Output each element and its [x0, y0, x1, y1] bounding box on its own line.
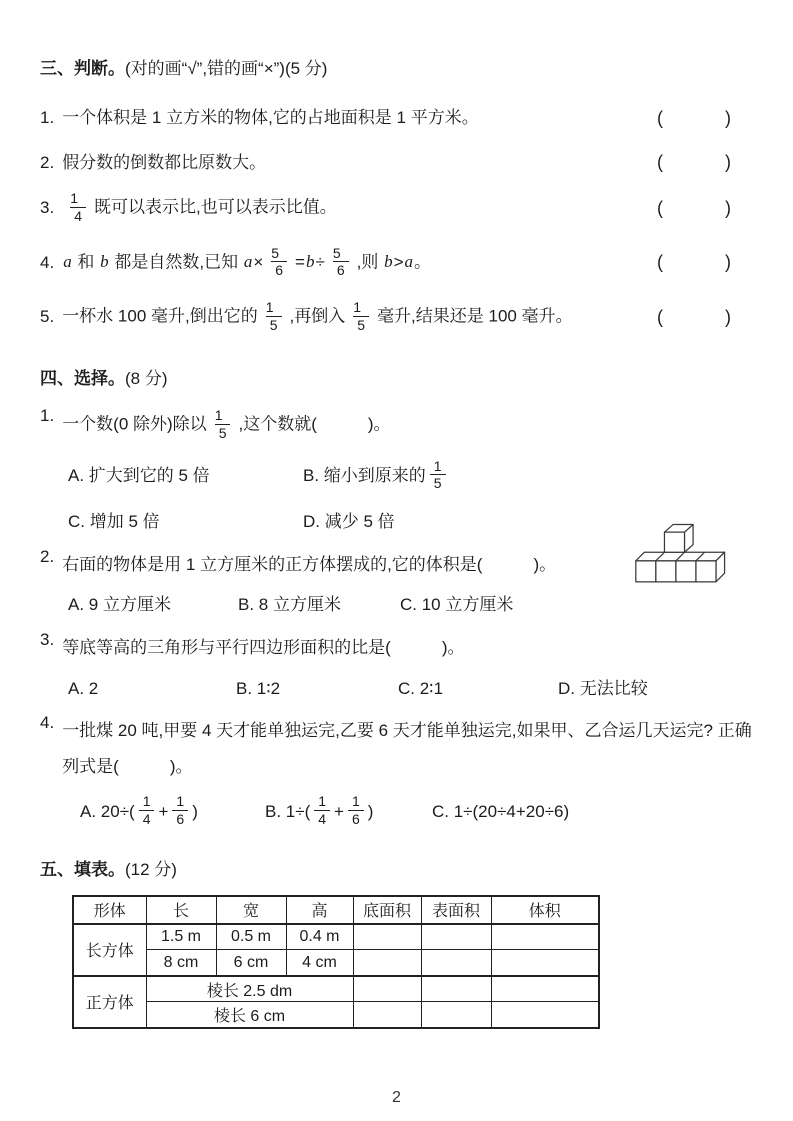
judge-item-1 [40, 106, 755, 131]
q1-options-row-1 [68, 457, 755, 495]
q4-option-a: A. 20÷( $\frac{1}{4}$ + $\frac{1}{6}$ ) [80, 793, 198, 828]
cuboid-row-1 [73, 924, 599, 950]
variable: b [100, 252, 109, 272]
cuboid-label: 长方体 [73, 924, 146, 976]
cuboid-height-m: 0.4 m [286, 924, 353, 950]
question-text: 右面的物体是用 1 立方厘米的正方体摆成的,它的体积是( )。 [62, 554, 557, 574]
question-text: 等底等高的三角形与平行四边形面积的比是( )。 [62, 637, 465, 657]
fraction: $\frac{1}{4}$ [139, 793, 155, 827]
answer-blank: ( ) [657, 306, 731, 327]
question-text: 一批煤 20 吨,甲要 4 天才能单独运完,乙要 6 天才能单独运完,如果甲、乙合运几天运完? 正确列式是( )。 [62, 721, 752, 776]
section-choice [40, 366, 755, 830]
fraction: $\frac{1}{4}$ [314, 793, 330, 827]
item-number: 2. [40, 152, 55, 172]
fill-title-note: (12 分) [125, 859, 177, 879]
answer-cell [353, 976, 421, 1002]
q1-option-a: A. 扩大到它的 5 倍 [68, 466, 210, 486]
judge-item-4 [40, 244, 755, 282]
header-surface-area: 表面积 [421, 896, 491, 924]
fraction: $\frac{1}{4}$ [66, 190, 90, 224]
answer-cell [421, 950, 491, 976]
judge-item-3 [40, 189, 755, 227]
item-text: $\frac{1}{4}$ 既可以表示比,也可以表示比值。 [62, 189, 649, 227]
cuboid-length-cm: 8 cm [146, 950, 216, 976]
variable: b [384, 252, 393, 272]
q3-option-d: D. 无法比较 [558, 678, 648, 698]
judge-item-5 [40, 298, 755, 336]
q2-options-row [68, 592, 755, 618]
item-text: 假分数的倒数都比原数大。 [62, 152, 267, 172]
choice-title-note: (8 分) [125, 369, 168, 389]
cube-row-1 [73, 976, 599, 1002]
fraction: $\frac{1}{6}$ [348, 793, 364, 827]
header-height: 高 [286, 896, 353, 924]
question-number: 2. [40, 546, 55, 566]
answer-cell [491, 950, 599, 976]
fraction: $\frac{1}{5}$ [262, 299, 286, 333]
answer-cell [491, 1002, 599, 1028]
answer-blank: ( ) [657, 107, 731, 128]
variable: a [243, 252, 253, 272]
section-judge [40, 56, 755, 336]
item-number: 3. [40, 198, 55, 218]
choice-q4 [40, 713, 755, 784]
answer-cell [421, 1002, 491, 1028]
fraction: $\frac{1}{5}$ [349, 299, 373, 333]
cube-label: 正方体 [73, 976, 146, 1028]
variable: a [404, 252, 414, 272]
variable: b [305, 252, 315, 272]
q1-option-d: D. 减少 5 倍 [303, 512, 395, 532]
question-text: 一个数(0 除外)除以 $\frac{1}{5}$ ,这个数就( )。 [62, 407, 391, 442]
unit-cubes-drawing [632, 523, 737, 591]
answer-cell [491, 976, 599, 1002]
answer-cell [491, 924, 599, 950]
judge-section-title [40, 56, 755, 82]
item-number: 1. [40, 108, 55, 128]
answer-cell [421, 976, 491, 1002]
cuboid-row-2 [73, 950, 599, 976]
unit-cubes-figure [632, 523, 737, 591]
q3-options-row [68, 676, 755, 702]
fraction: $\frac{1}{6}$ [172, 793, 188, 827]
q4-option-b: B. 1÷( $\frac{1}{4}$ + $\frac{1}{6}$ ) [265, 793, 374, 828]
choice-title-label: 四、选择。 [40, 369, 125, 389]
q1-option-b: B. 缩小到原来的 $\frac{1}{5}$ [303, 457, 450, 495]
answer-blank: ( ) [657, 252, 731, 273]
q2-option-c: C. 10 立方厘米 [400, 595, 514, 615]
cuboid-height-cm: 4 cm [286, 950, 353, 976]
item-number: 4. [40, 252, 55, 272]
item-text: a 和 b 都是自然数,已知 a× $\frac{5}{6}$ =b÷ $\frac{5}{6}$ ,则 b>a。 [63, 244, 432, 279]
cuboid-width-m: 0.5 m [216, 924, 286, 950]
header-width: 宽 [216, 896, 286, 924]
fraction: $\frac{1}{5}$ [430, 458, 446, 492]
question-number: 4. [40, 713, 55, 733]
choice-q1 [40, 406, 755, 444]
item-text: 一个体积是 1 立方米的物体,它的占地面积是 1 平方米。 [62, 108, 479, 127]
q2-option-a: A. 9 立方厘米 [68, 595, 171, 615]
answer-cell [353, 924, 421, 950]
cube-row-2 [73, 1002, 599, 1028]
choice-q3 [40, 630, 755, 666]
question-number: 3. [40, 629, 55, 649]
header-base-area: 底面积 [353, 896, 421, 924]
item-number: 5. [40, 307, 55, 327]
variable: a [63, 252, 72, 272]
page-number: 2 [392, 1089, 401, 1106]
answer-cell [421, 924, 491, 950]
fraction: $\frac{1}{5}$ [211, 407, 235, 441]
q3-option-b: B. 1∶2 [236, 678, 281, 698]
choice-section-title [40, 366, 755, 392]
fill-table [72, 895, 600, 1029]
judge-title-label: 三、判断。 [40, 59, 125, 78]
header-shape: 形体 [73, 896, 146, 924]
answer-cell [353, 950, 421, 976]
fraction: $\frac{5}{6}$ [329, 245, 353, 279]
q1-option-c: C. 增加 5 倍 [68, 512, 160, 532]
judge-item-2 [40, 151, 755, 176]
cube-edge-dm: 棱长 2.5 dm [146, 976, 353, 1002]
fill-section-title [40, 857, 755, 883]
header-volume: 体积 [491, 896, 599, 924]
q4-options-row [80, 792, 755, 830]
answer-blank: ( ) [657, 152, 731, 173]
cuboid-width-cm: 6 cm [216, 950, 286, 976]
q4-option-c: C. 1÷(20÷4+20÷6) [432, 801, 570, 821]
header-length: 长 [146, 896, 216, 924]
judge-title-note: (对的画“√”,错的画“×”)(5 分) [125, 59, 328, 78]
answer-blank: ( ) [657, 197, 731, 218]
section-fill [40, 857, 755, 1029]
cuboid-length-m: 1.5 m [146, 924, 216, 950]
question-number: 1. [40, 406, 55, 426]
q3-option-c: C. 2∶1 [398, 678, 444, 698]
fraction: $\frac{5}{6}$ [267, 245, 291, 279]
cube-edge-cm: 棱长 6 cm [146, 1002, 353, 1028]
fill-table-header-row [73, 896, 599, 924]
answer-cell [353, 1002, 421, 1028]
item-text: 一杯水 100 毫升,倒出它的 $\frac{1}{5}$ ,再倒入 $\frac{1}{5}$ 毫升,结果还是 100 毫升。 [62, 299, 573, 333]
fill-title-label: 五、填表。 [40, 859, 125, 879]
q2-option-b: B. 8 立方厘米 [238, 595, 341, 615]
q3-option-a: A. 2 [68, 678, 99, 698]
